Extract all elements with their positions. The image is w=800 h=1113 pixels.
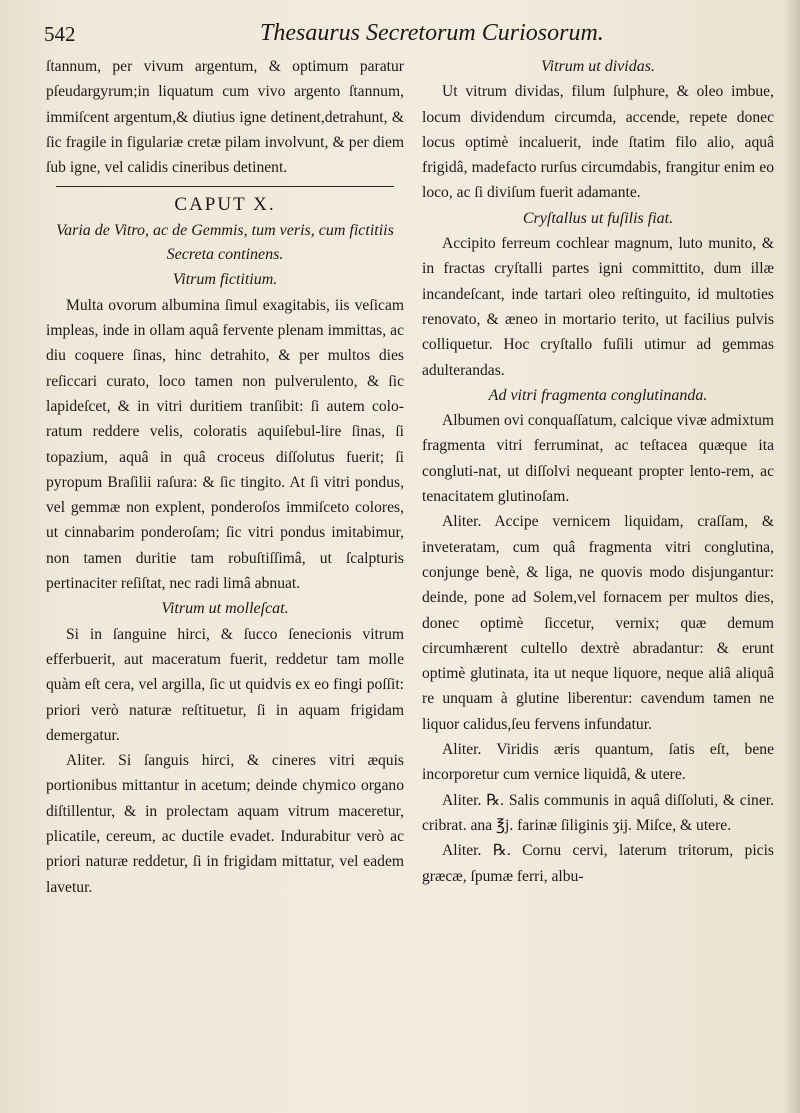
paragraph: Si in ſanguine hirci, & ſucco ſenecionis vitrum efferbuerit, aut maceratum fuerit, reddetur tam molle quàm eſt cera, vel argilla, ſic ut quidvis ex eo fingi poſſit: priori verò naturæ reſtituetur, ſi in aquam frigidam demergatur. <box>46 625 404 744</box>
left-column <box>46 54 404 900</box>
paragraph: Aliter. Si ſanguis hirci, & cineres vitri æquis portionibus mittantur in acetum; deinde chymico organo diſtillentur, & in prolectam aquam vitrum maceretur, plicatile, cereum, ac ductile evadet. Indurabitur verò ac priori naturæ reddetur, ſi in frigidam mittatur, vel eadem lavetur. <box>46 752 404 896</box>
running-title: Thesaurus Secretorum Curiosorum. <box>260 20 604 46</box>
paragraph: Accipito ferreum cochlear magnum, luto munito, & in fractas cryſtalli partes igni committito, dum illæ incandeſcant, inde tartari oleo reſtinguito, id multoties renovato, & æneo in mortario terito, ut facilius pulvis colliquetur. Hoc cryſtallo fuſili utimur ad gemmas adulterandas. <box>422 235 774 379</box>
section-heading: Cryſtallus ut fuſilis fiat. <box>522 209 674 227</box>
section-heading: Ad vitri fragmenta conglutinanda. <box>488 386 708 404</box>
chapter-heading: CAPUT X. <box>174 194 276 216</box>
paragraph: Albumen ovi conquaſſatum, calcique vivæ admixtum fragmenta vitri ferruminat, ac teſtacea quæque ita congluti-nat, ut diſſolvi nequeant propter lento-rem, ac tenacitatem glutinoſam. <box>422 412 774 506</box>
paragraph: Aliter. ℞. Cornu cervi, laterum tritorum, picis græcæ, ſpumæ ferri, albu- <box>422 842 774 885</box>
paragraph: Aliter. Viridis æris quantum, ſatis eſt, bene incorporetur cum vernice liquidâ, & utere. <box>422 741 774 784</box>
page-edge-shadow <box>784 0 800 1113</box>
paragraph: Multa ovorum albumina ſimul exagitabis, iis veſicam impleas, inde in ollam aquâ fervente plenam immittas, ac diu coquere ſinas, hinc detrahito, & per multos dies reſiccari curato, loco tamen non pulverulento, & ſic lapideſcet, & in vitri duritiem tranſibit: ſi autem colo-ratum reddere velis, coloratis aquiſebul-lire ſinas, ſi topazium, aquâ in quâ croceus diſſolutus fuerit; ſi pyropum Braſilii raſura: & ſic tingito. At ſi vitri pondus, vel gemmæ non explent, ponderoſos immiſceto colores, ut cinnabarim ponderoſam; ſic vitri pondus imitabimur, non tamen duritie tam robuſtiſſimâ, ut ſcalpturis pertinaciter reſiſtat, nec radi limâ abnuat. <box>46 296 404 593</box>
page-header <box>44 18 764 54</box>
right-column <box>422 54 774 889</box>
chapter-subtitle: Varia de Vitro, ac de Gemmis, tum veris, cum fictitiis Secreta continens. <box>56 222 394 264</box>
page-number: 542 <box>44 22 76 46</box>
paragraph: Aliter. ℞. Salis communis in aquâ diſſoluti, & ciner. cribrat. ana ℥j. farinæ ſiliginis ʒij. Miſce, & utere. <box>422 791 774 834</box>
section-heading: Vitrum ut dividas. <box>541 58 655 75</box>
divider <box>56 186 394 187</box>
paragraph: ſtannum, per vivum argentum, & optimum paratur pſeudargyrum;in liquatum cum vivo argento ſtannum, immiſcent argentum,& diutius igne detinent,detrahunt, & ſic fragile in figulariæ cretæ pilam involvunt, & per diem ſub igne, vel calidis cineribus detinent. <box>46 58 404 177</box>
section-heading: Vitrum fictitium. <box>172 271 278 289</box>
paragraph: Aliter. Accipe vernicem liquidam, craſſam, & inveteratam, cum quâ fragmenta vitri conglutina, conjunge benè, & liga, ne quovis modo disjungantur: deinde, pone ad Solem,vel fornacem per multos dies, donec optimè ſiccetur, vernix; quæ demum circumhærent cultello dextrè abradantur: & erunt optimè glutinata, ita ut neque liquore, neque aliâ aliquâ re unquam à glutine liberentur: cavendum tamen ne liquor calidus,ſeu fervens infundatur. <box>422 513 774 733</box>
paragraph: Ut vitrum dividas, filum ſulphure, & oleo imbue, locum dividendum circumda, accende, repete donec locus optimè incaluerit, inde ſtatim filo alio, aquâ frigidâ, madefacto rurſus circumdabis, frangitur enim eo loco, ac ſi diviſum fuerit adamante. <box>422 83 774 202</box>
section-heading: Vitrum ut molleſcat. <box>161 600 289 618</box>
